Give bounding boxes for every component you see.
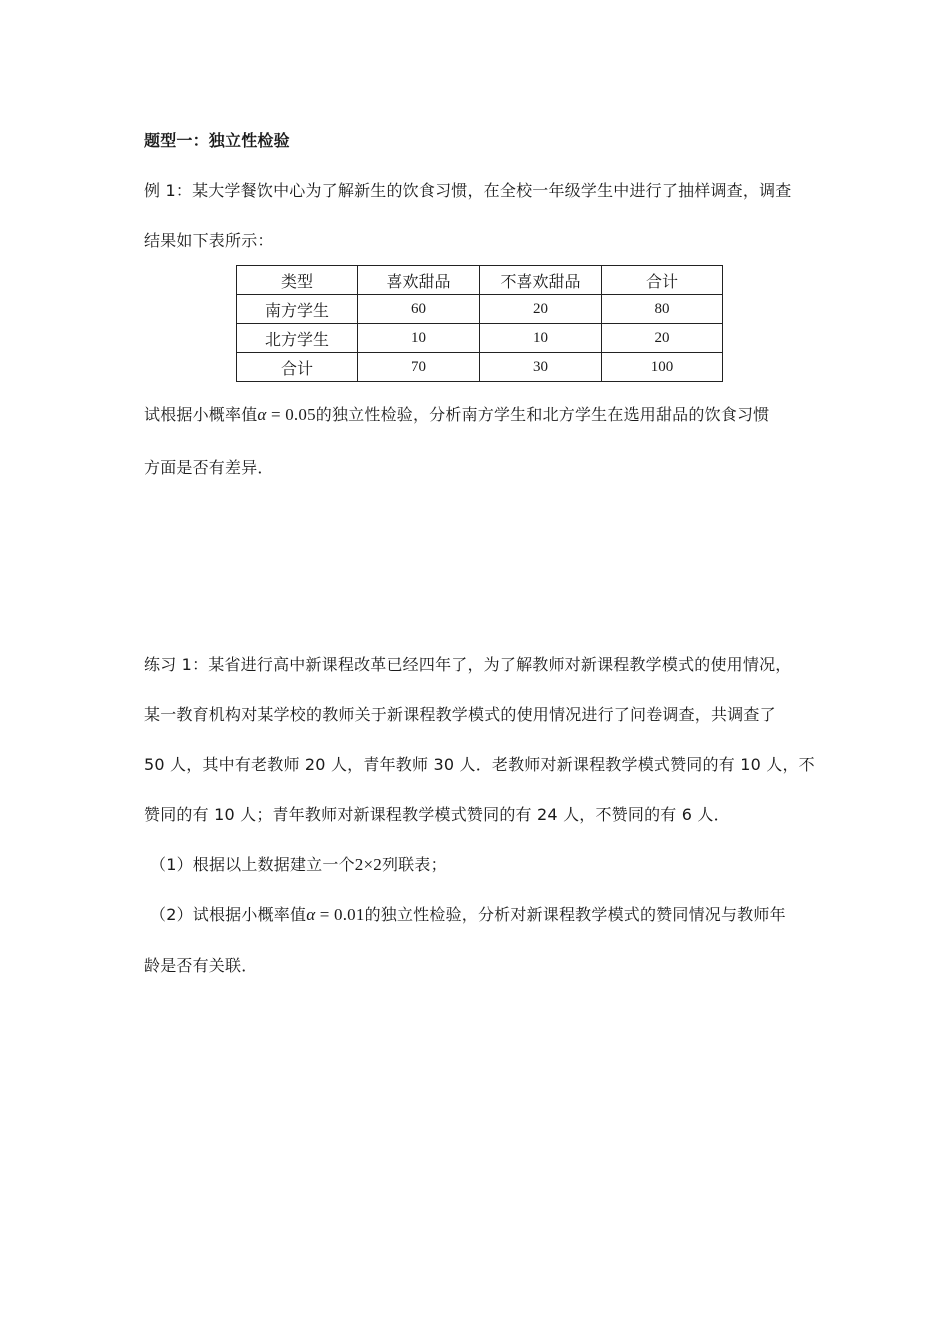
part-1-suffix: 列联表； [381, 855, 447, 874]
table-row [237, 295, 723, 324]
table-header-cell: 合计 [602, 266, 723, 295]
question-suffix: 的独立性检验，分析南方学生和北方学生在选用甜品的饮食习惯 [315, 405, 770, 424]
table-row [237, 353, 723, 382]
table-cell: 10 [480, 324, 602, 353]
exercise-1-text-line-1: 练习 1：某省进行高中新课程改革已经四年了，为了解教师对新课程教学模式的使用情况， [144, 655, 792, 674]
table-cell: 20 [480, 295, 602, 324]
table-cell: 合计 [237, 353, 358, 382]
example-1-text-line-2: 结果如下表所示： [144, 231, 274, 250]
exercise-1-text-line-3: 50 人，其中有老教师 20 人，青年教师 30 人．老教师对新课程教学模式赞同的有 10 人，不 [144, 755, 815, 774]
table-header-row [237, 266, 723, 295]
table-header-cell: 不喜欢甜品 [480, 266, 602, 295]
part-2-prefix: （2）试根据小概率值 [150, 905, 307, 924]
part-1-prefix: （1）根据以上数据建立一个 [150, 855, 355, 874]
example-1-question-line-2: 方面是否有差异． [144, 458, 274, 477]
table-cell: 60 [358, 295, 480, 324]
example-1-question-line-1 [144, 404, 769, 426]
alpha-value: = 0.05 [266, 405, 316, 424]
table-cell: 100 [602, 353, 723, 382]
alpha-symbol: α [257, 405, 267, 424]
table-cell: 南方学生 [237, 295, 358, 324]
survey-table [236, 265, 723, 382]
table-cell: 北方学生 [237, 324, 358, 353]
section-title: 题型一：独立性检验 [144, 131, 290, 150]
exercise-1-text-line-2: 某一教育机构对某学校的教师关于新课程教学模式的使用情况进行了问卷调查，共调查了 [144, 705, 776, 724]
table-row [237, 324, 723, 353]
exercise-1-part-2-line-1 [150, 904, 786, 926]
part-2-suffix: 的独立性检验，分析对新课程教学模式的赞同情况与教师年 [364, 905, 786, 924]
exercise-1-part-2-line-2: 龄是否有关联． [144, 956, 258, 975]
table-cell: 10 [358, 324, 480, 353]
contingency-size: 2×2 [354, 855, 382, 874]
example-1-text-line-1: 例 1：某大学餐饮中心为了解新生的饮食习惯，在全校一年级学生中进行了抽样调查，调查 [144, 181, 792, 200]
exercise-1-text-line-4: 赞同的有 10 人；青年教师对新课程教学模式赞同的有 24 人，不赞同的有 6 人． [144, 805, 730, 824]
table-cell: 20 [602, 324, 723, 353]
exercise-1-part-1 [150, 854, 447, 876]
alpha-symbol: α [306, 905, 316, 924]
table-header-cell: 类型 [237, 266, 358, 295]
table-cell: 80 [602, 295, 723, 324]
alpha-value: = 0.01 [315, 905, 365, 924]
table-cell: 70 [358, 353, 480, 382]
table-cell: 30 [480, 353, 602, 382]
question-prefix: 试根据小概率值 [144, 405, 258, 424]
table-header-cell: 喜欢甜品 [358, 266, 480, 295]
alpha-formula [257, 405, 315, 424]
alpha-formula [306, 905, 364, 924]
